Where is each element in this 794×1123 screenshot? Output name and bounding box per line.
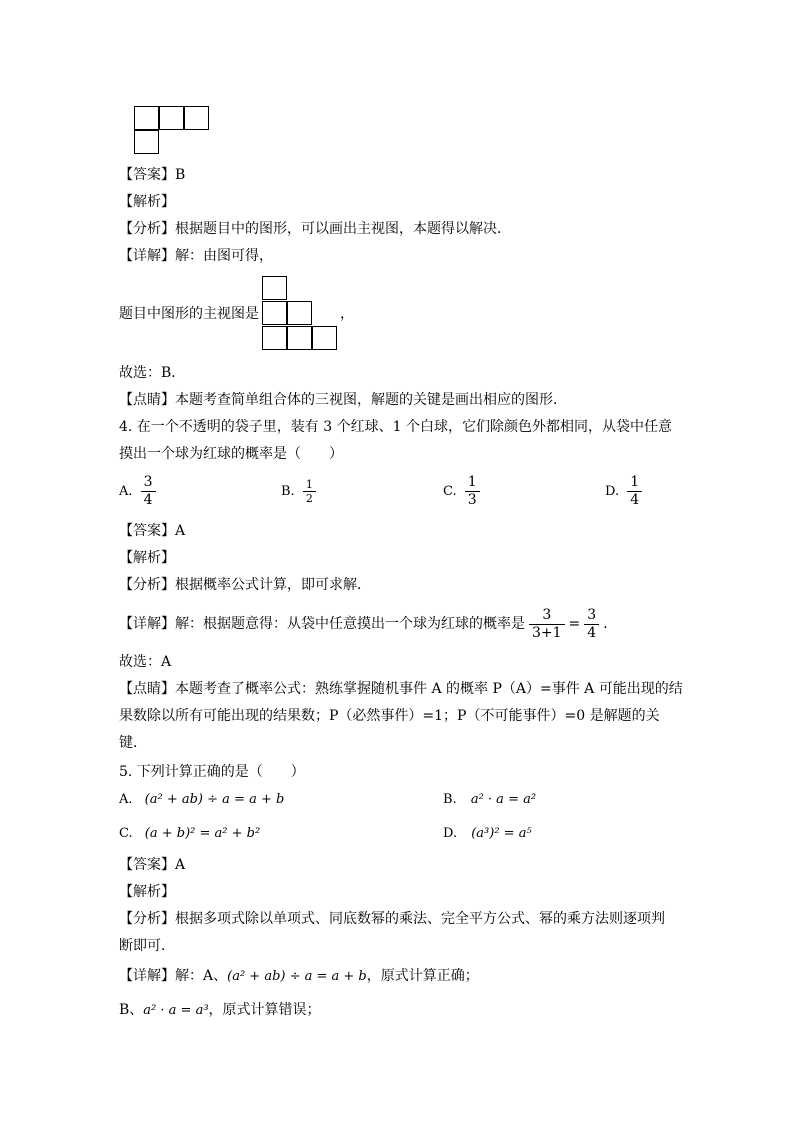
option-letter: B.	[443, 792, 457, 807]
figure-cell	[134, 106, 159, 130]
main-view-cell	[262, 276, 287, 300]
q3-jiexi: 【解析】	[119, 194, 175, 210]
figure-cell	[134, 130, 159, 154]
figure-cell	[159, 106, 184, 130]
q5-jiexi: 【解析】	[119, 884, 175, 900]
option-letter: A.	[119, 484, 133, 499]
q5-option-d[interactable]	[443, 826, 532, 841]
period: ．	[603, 616, 618, 632]
q3-dianjing: 【点睛】本题考查简单组合体的三视图，解题的关键是画出相应的图形．	[119, 392, 567, 408]
q4-jiexi: 【解析】	[119, 550, 175, 566]
q4-dianjing-line3: 键．	[119, 735, 147, 751]
q4-stem-line2: 摸出一个球为红球的概率是（ ）	[119, 446, 343, 462]
q4-option-d[interactable]	[605, 474, 646, 509]
q3-main-view-prefix: 题目中图形的主视图是	[119, 306, 259, 322]
q5-xiangjie-a	[119, 966, 479, 987]
q4-stem-line1: 4. 在一个不透明的袋子里，装有 3 个红球、1 个白球，它们除颜色外都相同，从袋中任意	[119, 419, 672, 435]
q5-option-b[interactable]	[443, 792, 536, 807]
option-expression: (a³)² = a⁵	[471, 826, 532, 841]
option-letter: C.	[119, 826, 133, 841]
q4-answer: 【答案】A	[119, 523, 186, 539]
q5-fenxi-line1: 【分析】根据多项式除以单项式、同底数幂的乘法、完全平方公式、幂的乘方法则逐项判	[119, 911, 665, 927]
q4-xiangjie	[119, 605, 617, 643]
option-letter: D.	[443, 826, 458, 841]
option-letter: C.	[443, 484, 457, 499]
xiangjie-expression: (a² + ab) ÷ a = a + b	[227, 969, 367, 984]
option-expression: a² · a = a²	[470, 792, 537, 807]
option-fraction: $\frac{1}{3}$	[465, 474, 480, 509]
main-view-cell	[287, 301, 312, 325]
xiangjie-suffix: ，原式计算正确；	[366, 968, 479, 984]
q5-option-a[interactable]	[119, 792, 284, 807]
q3-fenxi: 【分析】根据题目中的图形，可以画出主视图，本题得以解决．	[119, 221, 511, 237]
q5-xiangjie-b	[119, 1000, 321, 1021]
main-view-cell	[287, 326, 312, 350]
q3-answer: 【答案】B	[119, 167, 186, 183]
q4-option-b[interactable]	[281, 478, 320, 505]
q4-frac-result: $\frac{3}{4}$	[584, 607, 599, 642]
q4-option-a[interactable]	[119, 474, 160, 509]
q5-fenxi-line2: 断即可．	[119, 938, 175, 954]
q4-fenxi: 【分析】根据概率公式计算，即可求解．	[119, 577, 371, 593]
q3-xiangjie: 【详解】解：由图可得，	[119, 248, 273, 264]
option-letter: B.	[281, 484, 295, 499]
option-fraction: $\frac{1}{2}$	[303, 478, 316, 505]
q4-option-c[interactable]	[443, 474, 484, 509]
option-letter: D.	[605, 484, 620, 499]
option-expression: (a + b)² = a² + b²	[144, 826, 261, 841]
q3-guxuan: 故选：B．	[119, 365, 186, 381]
option-letter: A.	[119, 792, 133, 807]
main-view-cell	[262, 326, 287, 350]
q4-frac-probability: $\frac{3}{3+1}$	[529, 607, 565, 642]
q4-xiangjie-prefix: 【详解】解：根据题意得：从袋中任意摸出一个球为红球的概率是	[119, 616, 525, 632]
q4-dianjing-line1: 【点睛】本题考查了概率公式：熟练掌握随机事件 A 的概率 P（A）=事件 A 可能出现的结	[119, 681, 683, 697]
q4-dianjing-line2: 果数除以所有可能出现的结果数；P（必然事件）=1；P（不可能事件）=0 是解题的关	[119, 708, 660, 724]
option-expression: (a² + ab) ÷ a = a + b	[144, 792, 285, 807]
figure-cell	[184, 106, 209, 130]
option-fraction: $\frac{3}{4}$	[141, 474, 156, 509]
xiangjie-prefix: B、	[119, 1002, 144, 1018]
option-fraction: $\frac{1}{4}$	[627, 474, 642, 509]
xiangjie-suffix: ，原式计算错误；	[208, 1002, 321, 1018]
main-view-cell	[312, 326, 337, 350]
xiangjie-expression: a² · a = a³	[143, 1003, 209, 1018]
equals-sign: =	[568, 616, 581, 632]
q5-stem: 5. 下列计算正确的是（ ）	[119, 764, 305, 780]
xiangjie-prefix: 【详解】解：A、	[119, 968, 228, 984]
q5-option-c[interactable]	[119, 826, 260, 841]
main-view-cell	[262, 301, 287, 325]
q5-answer: 【答案】A	[119, 857, 186, 873]
q4-guxuan: 故选：A	[119, 654, 172, 670]
q3-main-view-suffix: ，	[340, 306, 354, 322]
